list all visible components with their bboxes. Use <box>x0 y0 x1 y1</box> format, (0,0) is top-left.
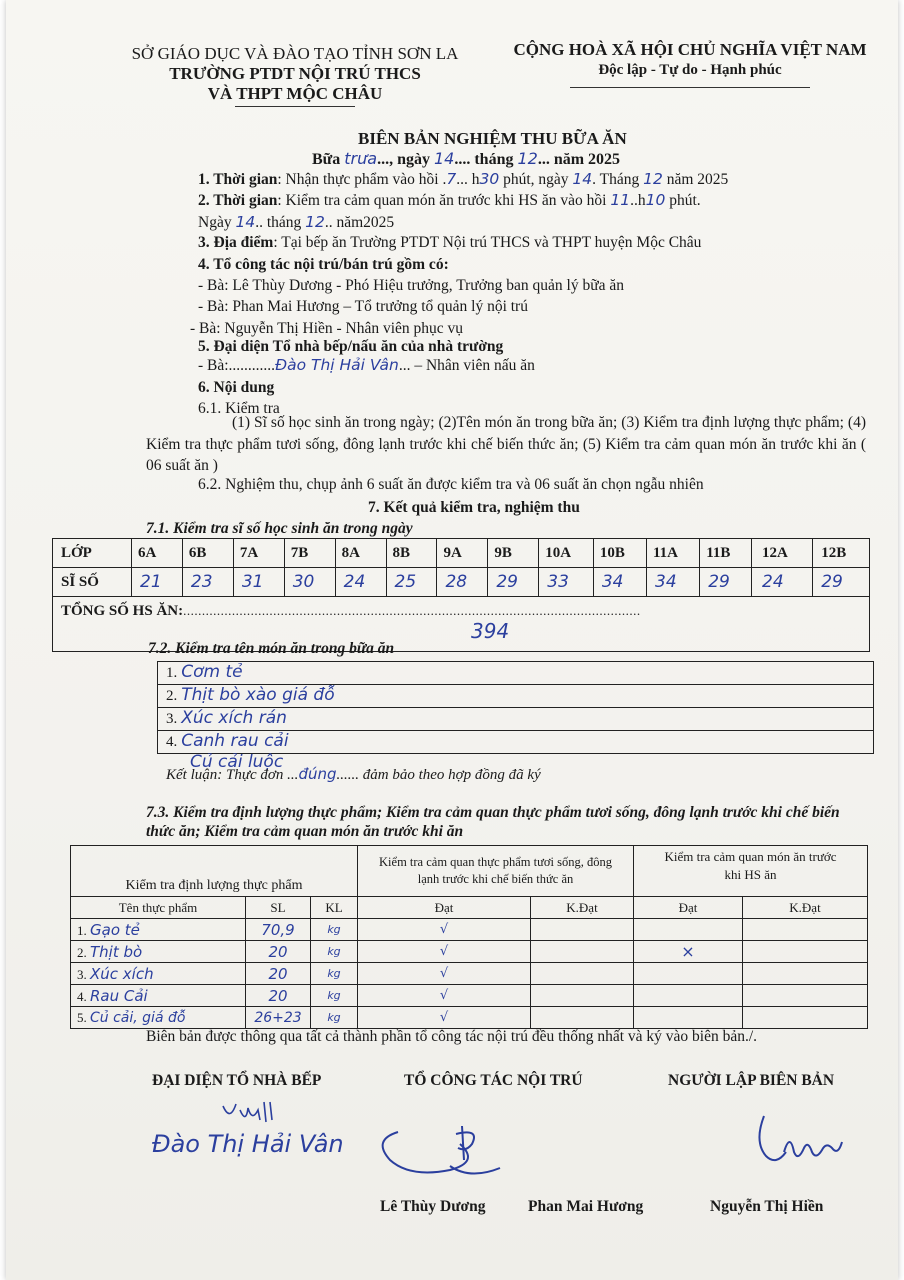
menu-conclusion <box>166 765 541 784</box>
food-check-table <box>70 845 868 1029</box>
dish-name: Cơm tẻ <box>181 662 243 682</box>
item-2-label: 2. Thời gian <box>198 192 278 209</box>
dish-row <box>157 730 874 754</box>
total-value: 394 <box>471 619 510 643</box>
food-sl: 26+23 <box>246 1007 311 1029</box>
food-name: Gạo tẻ <box>90 920 140 939</box>
item-1-min: 30 <box>479 170 500 188</box>
food-name-cell <box>71 963 246 985</box>
header-right <box>490 40 890 88</box>
count-cell: 34 <box>647 568 700 597</box>
class-count-table <box>52 538 870 652</box>
fresh-fail <box>531 941 634 963</box>
section-73-title: 7.3. Kiểm tra định lượng thực phẩm; Kiểm tra cảm quan thực phẩm tươi sống, đông lạnh trước khi chế biến thức ăn; Kiểm tra cảm quan món ăn trước khi ăn <box>146 804 840 840</box>
item-4-member-1: - Bà: Lê Thùy Dương - Phó Hiệu trưởng, Trưởng ban quản lý bữa ăn <box>198 277 624 294</box>
class-cell: 8B <box>386 539 437 568</box>
item-1-label: 1. Thời gian <box>198 171 278 188</box>
food-kl: kg <box>311 963 358 985</box>
count-cell: 34 <box>593 568 646 597</box>
total-dots: .......................................................................................................................... <box>183 603 641 618</box>
food-num: 1. <box>77 922 87 938</box>
col-kl: KL <box>311 897 358 919</box>
approval-text: Biên bản được thông qua tất cả thành phần tổ công tác nội trú đều thống nhất và ký vào biên bản./. <box>146 1028 758 1045</box>
col-fail: K.Đạt <box>531 897 634 919</box>
section-71-title: 7.1. Kiểm tra sĩ số học sinh ăn trong ngày <box>146 520 413 537</box>
head-row-1 <box>71 846 868 897</box>
count-cell: 28 <box>437 568 488 597</box>
count-cell: 24 <box>752 568 813 597</box>
table-row <box>71 963 868 985</box>
sign-title-author: NGƯỜI LẬP BIÊN BẢN <box>668 1072 835 1089</box>
dish-pass <box>634 1007 743 1029</box>
item-2-line2-c: .. năm2025 <box>324 214 395 231</box>
table-row <box>71 919 868 941</box>
class-row-label: LỚP <box>53 539 132 568</box>
kitchen-signature-name: Đào Thị Hải Vân <box>152 1130 344 1158</box>
table-row <box>71 985 868 1007</box>
meal-mid2: .... tháng <box>454 151 514 168</box>
conclusion-a: Kết luận: Thực đơn ... <box>166 767 299 783</box>
count-cell: 25 <box>386 568 437 597</box>
class-cell: 10A <box>539 539 594 568</box>
item-3 <box>198 234 701 252</box>
food-sl: 20 <box>246 963 311 985</box>
item-2-line2 <box>198 213 394 232</box>
item-5-cook-name: Đào Thị Hải Vân <box>275 356 399 374</box>
item-7-label: 7. Kết quả kiểm tra, nghiệm thu <box>368 499 580 516</box>
count-cell: 30 <box>284 568 335 597</box>
item-2-text-a: : Kiểm tra cảm quan món ăn trước khi HS ăn vào hồi <box>277 192 607 209</box>
food-name: Thịt bò <box>90 942 143 961</box>
col-sl: SL <box>246 897 311 919</box>
item-2-line2-a: Ngày <box>198 214 232 231</box>
class-cell: 6B <box>182 539 233 568</box>
signer-name-3: Nguyễn Thị Hiền <box>710 1198 824 1215</box>
class-cell: 6A <box>132 539 183 568</box>
header-left-rule <box>235 106 355 107</box>
col-pass: Đạt <box>358 897 531 919</box>
food-kl: kg <box>311 1007 358 1029</box>
conclusion-b: ...... đảm bảo theo hợp đồng đã ký <box>336 767 541 783</box>
dish-row <box>157 707 874 730</box>
dish-pass <box>634 985 743 1007</box>
header-left <box>120 44 470 107</box>
sign-title-kitchen: ĐẠI DIỆN TỔ NHÀ BẾP <box>152 1072 322 1089</box>
fresh-fail <box>531 985 634 1007</box>
fresh-fail <box>531 919 634 941</box>
signer-name-1: Lê Thùy Dương <box>380 1198 486 1215</box>
head-quantity: Kiểm tra định lượng thực phẩm <box>71 846 358 897</box>
food-name: Củ cải, giá đỗ <box>90 1009 186 1026</box>
signer-name-2: Phan Mai Hương <box>528 1198 644 1215</box>
author-signature <box>750 1112 870 1172</box>
meal-mid1: ..., ngày <box>377 151 430 168</box>
dish-number: 4. <box>166 734 178 750</box>
food-sl: 20 <box>246 941 311 963</box>
class-cell: 8A <box>335 539 386 568</box>
item-61-text: (1) Sĩ số học sinh ăn trong ngày; (2)Tên món ăn trong bữa ăn; (3) Kiểm tra định lượng thực phẩm; (4) Kiểm tra thực phẩm tươi sống, đông lạnh trước khi chế biến thức ăn; (5) Kiểm tra cảm quan món ăn trước khi ăn ( 06 suất ăn ) <box>146 414 866 474</box>
food-kl: kg <box>311 919 358 941</box>
conclusion-value: đúng <box>298 765 337 783</box>
class-cell: 7B <box>284 539 335 568</box>
item-5-suffix: ... – Nhân viên nấu ăn <box>398 357 535 374</box>
fresh-pass: √ <box>358 1007 531 1029</box>
food-name-cell <box>71 1007 246 1029</box>
meal-prefix: Bữa <box>312 151 341 168</box>
class-cell: 12A <box>752 539 813 568</box>
dish-row <box>157 661 874 684</box>
food-name-cell <box>71 985 246 1007</box>
count-cell: 23 <box>182 568 233 597</box>
section-72-title: 7.2. Kiểm tra tên món ăn trong bữa ăn <box>148 640 395 657</box>
count-cell: 21 <box>132 568 183 597</box>
item-62-text: 6.2. Nghiệm thu, chụp ảnh 6 suất ăn được kiểm tra và 06 suất ăn chọn ngẫu nhiên <box>198 476 704 493</box>
dish-name: Thịt bò xào giá đỗ <box>181 685 335 705</box>
food-name: Rau Cải <box>90 986 148 1005</box>
count-cell: 31 <box>233 568 284 597</box>
item-2-line2-b: .. tháng <box>255 214 302 231</box>
meal-suffix: ... năm 2025 <box>537 151 621 168</box>
food-num: 3. <box>77 966 87 982</box>
class-cell: 7A <box>233 539 284 568</box>
table-row <box>71 941 868 963</box>
item-1-month: 12 <box>643 170 663 188</box>
item-2-day: 14 <box>235 213 256 231</box>
fresh-pass: √ <box>358 963 531 985</box>
dish-number: 1. <box>166 665 178 681</box>
dish-pass: × <box>634 941 743 963</box>
class-row <box>53 539 870 568</box>
count-cell: 33 <box>539 568 594 597</box>
item-1-text-d: . Tháng <box>592 171 640 188</box>
dish-fail <box>743 985 868 1007</box>
food-name-cell <box>71 941 246 963</box>
school-name-1: TRƯỜNG PTDT NỘI TRÚ THCS <box>169 64 421 83</box>
head-dish: Kiểm tra cảm quan món ăn trước khi HS ăn <box>634 846 868 897</box>
kitchen-signature-mark <box>218 1098 278 1128</box>
item-5-cook <box>198 356 535 375</box>
fresh-fail <box>531 1007 634 1029</box>
count-cell: 29 <box>700 568 752 597</box>
dish-name: Xúc xích rán <box>181 708 287 728</box>
food-kl: kg <box>311 941 358 963</box>
item-2-text-b: ..h <box>630 192 646 209</box>
item-6-label: 6. Nội dung <box>198 379 275 396</box>
food-sl: 20 <box>246 985 311 1007</box>
class-cell: 10B <box>593 539 646 568</box>
meal-type: trưa <box>344 149 378 168</box>
meal-month: 12 <box>517 149 538 168</box>
dish-fail <box>743 1007 868 1029</box>
dish-number: 2. <box>166 688 178 704</box>
food-num: 5. <box>77 1009 87 1025</box>
count-cell: 29 <box>488 568 539 597</box>
item-4-member-2: - Bà: Phan Mai Hương – Tổ trưởng tổ quản lý nội trú <box>198 298 528 315</box>
item-4-member-3: - Bà: Nguyễn Thị Hiền - Nhân viên phục vụ <box>190 320 464 337</box>
item-2-text-c: phút. <box>665 192 701 209</box>
motto: Độc lập - Tự do - Hạnh phúc <box>598 62 782 78</box>
item-3-label: 3. Địa điểm <box>198 234 274 251</box>
col-fail-2: K.Đạt <box>743 897 868 919</box>
food-kl: kg <box>311 985 358 1007</box>
fresh-pass: √ <box>358 985 531 1007</box>
class-cell: 11A <box>647 539 700 568</box>
head-fresh: Kiểm tra cảm quan thực phẩm tươi sống, đông lạnh trước khi chế biến thức ăn <box>358 846 634 897</box>
dish-fail <box>743 941 868 963</box>
col-pass-2: Đạt <box>634 897 743 919</box>
item-2 <box>198 191 701 210</box>
item-5-label: 5. Đại diện Tổ nhà bếp/nấu ăn của nhà trường <box>198 338 504 355</box>
dish-pass <box>634 963 743 985</box>
food-sl: 70,9 <box>246 919 311 941</box>
item-1-text-a: : Nhận thực phẩm vào hồi . <box>277 171 447 188</box>
item-1-text-e: năm 2025 <box>662 171 729 188</box>
food-num: 4. <box>77 988 87 1004</box>
dish-fail <box>743 919 868 941</box>
item-2-min: 10 <box>645 191 666 209</box>
item-61-label: 6.1. Kiểm tra <box>198 400 280 417</box>
page-title: BIÊN BẢN NGHIỆM THU BỮA ĂN <box>358 129 627 148</box>
team-signature <box>370 1120 520 1190</box>
dept-name: SỞ GIÁO DỤC VÀ ĐÀO TẠO TỈNH SƠN LA <box>131 44 459 63</box>
item-1-text-c: phút, ngày <box>499 171 569 188</box>
count-row <box>53 568 870 597</box>
food-name: Xúc xích <box>90 964 154 983</box>
school-name-2: VÀ THPT MỘC CHÂU <box>207 84 383 103</box>
head-row-2 <box>71 897 868 919</box>
fresh-pass: √ <box>358 919 531 941</box>
count-cell: 29 <box>813 568 870 597</box>
class-cell: 11B <box>700 539 752 568</box>
item-1-text-b: ... h <box>456 171 480 188</box>
fresh-pass: √ <box>358 941 531 963</box>
class-cell: 9B <box>488 539 539 568</box>
count-cell: 24 <box>335 568 386 597</box>
dish-row <box>157 684 874 707</box>
item-2-hour: 11 <box>610 191 631 209</box>
total-label: TỔNG SỐ HS ĂN: <box>61 603 184 619</box>
count-row-label: SĨ SỐ <box>53 568 132 597</box>
item-1-hour: 7 <box>446 170 457 188</box>
header-right-rule <box>570 87 810 88</box>
item-1 <box>198 170 728 189</box>
dish-pass <box>634 919 743 941</box>
dish-fail <box>743 963 868 985</box>
dish-number: 3. <box>166 711 178 727</box>
class-cell: 12B <box>813 539 870 568</box>
food-name-cell <box>71 919 246 941</box>
food-num: 2. <box>77 944 87 960</box>
item-1-day: 14 <box>572 170 593 188</box>
item-3-text: : Tại bếp ăn Trường PTDT Nội trú THCS và THPT huyện Mộc Châu <box>273 234 702 251</box>
item-4-label: 4. Tổ công tác nội trú/bán trú gồm có: <box>198 256 449 273</box>
dish-name: Canh rau cải <box>181 731 289 751</box>
meal-subtitle <box>312 149 620 169</box>
item-2-month: 12 <box>305 213 325 231</box>
item-5-prefix: - Bà:............ <box>198 357 276 374</box>
fresh-fail <box>531 963 634 985</box>
dish-extra: Củ cải luộc <box>190 752 284 772</box>
sign-title-team: TỔ CÔNG TÁC NỘI TRÚ <box>404 1072 583 1089</box>
col-name: Tên thực phẩm <box>71 897 246 919</box>
table-row <box>71 1007 868 1029</box>
class-cell: 9A <box>437 539 488 568</box>
meal-day: 14 <box>433 149 455 168</box>
country-name: CỘNG HOÀ XÃ HỘI CHỦ NGHĨA VIỆT NAM <box>513 40 867 59</box>
